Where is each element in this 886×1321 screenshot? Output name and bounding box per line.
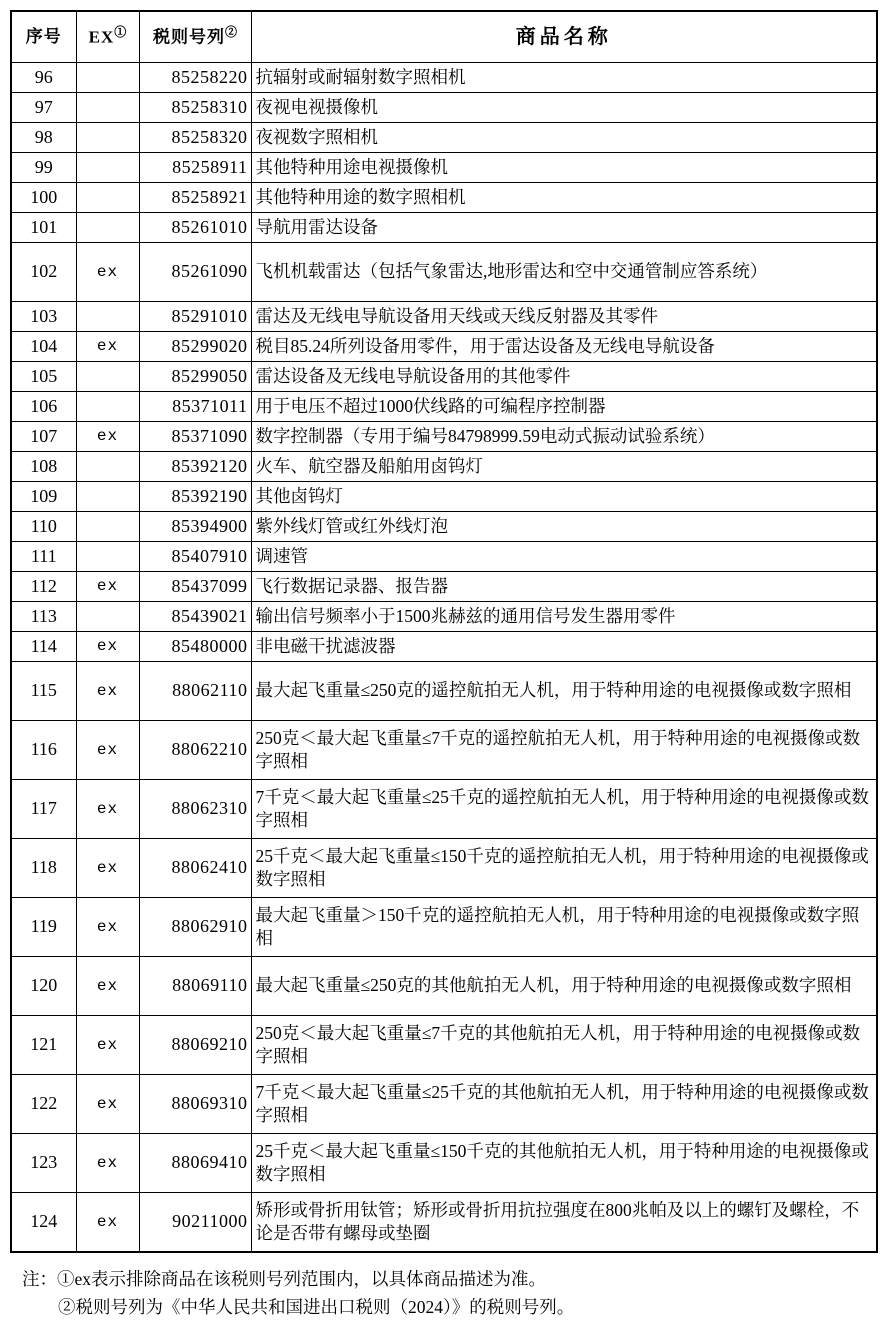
cell-sequence: 116 bbox=[11, 721, 76, 780]
cell-product-name: 税目85.24所列设备用零件，用于雷达设备及无线电导航设备 bbox=[251, 332, 877, 362]
table-row bbox=[11, 662, 877, 721]
cell-ex-flag bbox=[76, 482, 139, 512]
footnote-line-1 bbox=[22, 1265, 876, 1293]
cell-tariff-code: 88062310 bbox=[139, 780, 251, 839]
table-row bbox=[11, 302, 877, 332]
cell-tariff-code: 88069110 bbox=[139, 957, 251, 1016]
cell-tariff-code: 88062210 bbox=[139, 721, 251, 780]
cell-tariff-code: 85392190 bbox=[139, 482, 251, 512]
cell-ex-flag bbox=[76, 452, 139, 482]
footnote-marker-1: ① bbox=[114, 25, 127, 40]
cell-ex-flag: ex bbox=[76, 721, 139, 780]
cell-ex-flag bbox=[76, 153, 139, 183]
table-row bbox=[11, 632, 877, 662]
cell-product-name: 抗辐射或耐辐射数字照相机 bbox=[251, 63, 877, 93]
table-row bbox=[11, 392, 877, 422]
cell-product-name: 25千克＜最大起飞重量≤150千克的遥控航拍无人机，用于特种用途的电视摄像或数字照相 bbox=[251, 839, 877, 898]
cell-ex-flag: ex bbox=[76, 1193, 139, 1253]
cell-tariff-code: 85371011 bbox=[139, 392, 251, 422]
cell-tariff-code: 85258320 bbox=[139, 123, 251, 153]
cell-product-name: 导航用雷达设备 bbox=[251, 213, 877, 243]
cell-tariff-code: 88069210 bbox=[139, 1016, 251, 1075]
cell-tariff-code: 85299020 bbox=[139, 332, 251, 362]
cell-product-name: 其他特种用途的数字照相机 bbox=[251, 183, 877, 213]
cell-product-name: 数字控制器（专用于编号84798999.59电动式振动试验系统） bbox=[251, 422, 877, 452]
cell-sequence: 99 bbox=[11, 153, 76, 183]
cell-ex-flag: ex bbox=[76, 780, 139, 839]
cell-tariff-code: 85407910 bbox=[139, 542, 251, 572]
cell-tariff-code: 85261090 bbox=[139, 243, 251, 302]
footnote-text-1: ①ex表示排除商品在该税则号列范围内，以具体商品描述为准。 bbox=[57, 1269, 547, 1289]
cell-product-name: 飞行数据记录器、报告器 bbox=[251, 572, 877, 602]
cell-ex-flag: ex bbox=[76, 898, 139, 957]
table-body bbox=[11, 63, 877, 1253]
cell-tariff-code: 85261010 bbox=[139, 213, 251, 243]
cell-tariff-code: 85394900 bbox=[139, 512, 251, 542]
table-row bbox=[11, 1193, 877, 1253]
table-row bbox=[11, 482, 877, 512]
cell-product-name: 最大起飞重量＞150千克的遥控航拍无人机，用于特种用途的电视摄像或数字照相 bbox=[251, 898, 877, 957]
cell-ex-flag bbox=[76, 63, 139, 93]
table-row bbox=[11, 243, 877, 302]
cell-sequence: 101 bbox=[11, 213, 76, 243]
table-row bbox=[11, 602, 877, 632]
table-row bbox=[11, 898, 877, 957]
table-row bbox=[11, 362, 877, 392]
cell-sequence: 106 bbox=[11, 392, 76, 422]
cell-product-name: 其他卤钨灯 bbox=[251, 482, 877, 512]
cell-tariff-code: 85371090 bbox=[139, 422, 251, 452]
column-header-sequence bbox=[11, 11, 76, 63]
cell-product-name: 雷达及无线电导航设备用天线或天线反射器及其零件 bbox=[251, 302, 877, 332]
cell-product-name: 夜视数字照相机 bbox=[251, 123, 877, 153]
cell-tariff-code: 88069310 bbox=[139, 1075, 251, 1134]
cell-sequence: 102 bbox=[11, 243, 76, 302]
table-row bbox=[11, 780, 877, 839]
cell-tariff-code: 85291010 bbox=[139, 302, 251, 332]
cell-product-name: 250克＜最大起飞重量≤7千克的遥控航拍无人机，用于特种用途的电视摄像或数字照相 bbox=[251, 721, 877, 780]
cell-sequence: 115 bbox=[11, 662, 76, 721]
table-row bbox=[11, 721, 877, 780]
table-row bbox=[11, 183, 877, 213]
column-header-product-name-label: 商品名称 bbox=[515, 26, 612, 48]
cell-tariff-code: 85437099 bbox=[139, 572, 251, 602]
table-row bbox=[11, 1075, 877, 1134]
cell-product-name: 雷达设备及无线电导航设备用的其他零件 bbox=[251, 362, 877, 392]
cell-ex-flag: ex bbox=[76, 243, 139, 302]
footnotes bbox=[10, 1265, 876, 1321]
table-row bbox=[11, 1016, 877, 1075]
cell-sequence: 109 bbox=[11, 482, 76, 512]
cell-ex-flag: ex bbox=[76, 422, 139, 452]
column-header-tariff-code-label: 税则号列 bbox=[152, 27, 225, 47]
cell-sequence: 112 bbox=[11, 572, 76, 602]
cell-tariff-code: 85258921 bbox=[139, 183, 251, 213]
table-row bbox=[11, 957, 877, 1016]
cell-product-name: 火车、航空器及船舶用卤钨灯 bbox=[251, 452, 877, 482]
cell-ex-flag bbox=[76, 512, 139, 542]
cell-sequence: 104 bbox=[11, 332, 76, 362]
column-header-ex bbox=[76, 11, 139, 63]
cell-tariff-code: 88062910 bbox=[139, 898, 251, 957]
cell-product-name: 其他特种用途电视摄像机 bbox=[251, 153, 877, 183]
cell-ex-flag bbox=[76, 602, 139, 632]
cell-sequence: 123 bbox=[11, 1134, 76, 1193]
cell-ex-flag: ex bbox=[76, 1016, 139, 1075]
cell-sequence: 100 bbox=[11, 183, 76, 213]
cell-tariff-code: 90211000 bbox=[139, 1193, 251, 1253]
table-row bbox=[11, 213, 877, 243]
cell-sequence: 119 bbox=[11, 898, 76, 957]
cell-ex-flag: ex bbox=[76, 662, 139, 721]
table-row bbox=[11, 123, 877, 153]
column-header-tariff-code bbox=[139, 11, 251, 63]
cell-sequence: 108 bbox=[11, 452, 76, 482]
table-row bbox=[11, 63, 877, 93]
cell-sequence: 107 bbox=[11, 422, 76, 452]
cell-sequence: 117 bbox=[11, 780, 76, 839]
cell-ex-flag bbox=[76, 362, 139, 392]
cell-sequence: 121 bbox=[11, 1016, 76, 1075]
column-header-sequence-label: 序号 bbox=[25, 26, 62, 46]
cell-sequence: 97 bbox=[11, 93, 76, 123]
cell-ex-flag bbox=[76, 392, 139, 422]
table-row bbox=[11, 422, 877, 452]
table-row bbox=[11, 512, 877, 542]
cell-product-name: 紫外线灯管或红外线灯泡 bbox=[251, 512, 877, 542]
cell-product-name: 25千克＜最大起飞重量≤150千克的其他航拍无人机，用于特种用途的电视摄像或数字照相 bbox=[251, 1134, 877, 1193]
cell-product-name: 7千克＜最大起飞重量≤25千克的遥控航拍无人机，用于特种用途的电视摄像或数字照相 bbox=[251, 780, 877, 839]
cell-ex-flag: ex bbox=[76, 572, 139, 602]
table-row bbox=[11, 839, 877, 898]
cell-sequence: 120 bbox=[11, 957, 76, 1016]
column-header-ex-label: EX bbox=[88, 27, 115, 47]
cell-tariff-code: 88062410 bbox=[139, 839, 251, 898]
cell-tariff-code: 88062110 bbox=[139, 662, 251, 721]
footnote-marker-2: ② bbox=[224, 25, 237, 40]
cell-tariff-code: 85258310 bbox=[139, 93, 251, 123]
cell-ex-flag: ex bbox=[76, 632, 139, 662]
table-row bbox=[11, 572, 877, 602]
cell-product-name: 最大起飞重量≤250克的遥控航拍无人机，用于特种用途的电视摄像或数字照相 bbox=[251, 662, 877, 721]
footnote-text-2: ②税则号列为《中华人民共和国进出口税则（2024）》的税则号列。 bbox=[58, 1297, 575, 1317]
table-row bbox=[11, 153, 877, 183]
cell-sequence: 111 bbox=[11, 542, 76, 572]
cell-product-name: 7千克＜最大起飞重量≤25千克的其他航拍无人机，用于特种用途的电视摄像或数字照相 bbox=[251, 1075, 877, 1134]
cell-ex-flag bbox=[76, 213, 139, 243]
cell-sequence: 124 bbox=[11, 1193, 76, 1253]
cell-tariff-code: 85392120 bbox=[139, 452, 251, 482]
cell-sequence: 98 bbox=[11, 123, 76, 153]
footnote-line-2 bbox=[22, 1293, 876, 1321]
cell-sequence: 122 bbox=[11, 1075, 76, 1134]
cell-ex-flag bbox=[76, 302, 139, 332]
cell-ex-flag: ex bbox=[76, 332, 139, 362]
column-header-product-name bbox=[251, 11, 877, 63]
cell-product-name: 夜视电视摄像机 bbox=[251, 93, 877, 123]
cell-product-name: 飞机机载雷达（包括气象雷达,地形雷达和空中交通管制应答系统） bbox=[251, 243, 877, 302]
cell-ex-flag bbox=[76, 542, 139, 572]
table-row bbox=[11, 452, 877, 482]
cell-sequence: 118 bbox=[11, 839, 76, 898]
cell-sequence: 103 bbox=[11, 302, 76, 332]
cell-ex-flag: ex bbox=[76, 839, 139, 898]
cell-tariff-code: 85258220 bbox=[139, 63, 251, 93]
cell-sequence: 96 bbox=[11, 63, 76, 93]
cell-tariff-code: 85258911 bbox=[139, 153, 251, 183]
cell-ex-flag: ex bbox=[76, 1075, 139, 1134]
cell-ex-flag: ex bbox=[76, 957, 139, 1016]
cell-product-name: 非电磁干扰滤波器 bbox=[251, 632, 877, 662]
cell-product-name: 矫形或骨折用钛管；矫形或骨折用抗拉强度在800兆帕及以上的螺钉及螺栓，不论是否带有螺母或垫圈 bbox=[251, 1193, 877, 1253]
table-row bbox=[11, 332, 877, 362]
cell-tariff-code: 85480000 bbox=[139, 632, 251, 662]
cell-sequence: 110 bbox=[11, 512, 76, 542]
table-header bbox=[11, 11, 877, 63]
cell-sequence: 105 bbox=[11, 362, 76, 392]
cell-sequence: 113 bbox=[11, 602, 76, 632]
table-row bbox=[11, 1134, 877, 1193]
cell-tariff-code: 85299050 bbox=[139, 362, 251, 392]
footnote-label: 注： bbox=[22, 1269, 57, 1289]
tariff-exclusion-table bbox=[10, 10, 878, 1253]
cell-tariff-code: 88069410 bbox=[139, 1134, 251, 1193]
cell-ex-flag bbox=[76, 183, 139, 213]
cell-sequence: 114 bbox=[11, 632, 76, 662]
cell-product-name: 输出信号频率小于1500兆赫兹的通用信号发生器用零件 bbox=[251, 602, 877, 632]
cell-ex-flag bbox=[76, 123, 139, 153]
table-row bbox=[11, 93, 877, 123]
cell-product-name: 250克＜最大起飞重量≤7千克的其他航拍无人机，用于特种用途的电视摄像或数字照相 bbox=[251, 1016, 877, 1075]
cell-product-name: 最大起飞重量≤250克的其他航拍无人机，用于特种用途的电视摄像或数字照相 bbox=[251, 957, 877, 1016]
cell-product-name: 用于电压不超过1000伏线路的可编程序控制器 bbox=[251, 392, 877, 422]
table-row bbox=[11, 542, 877, 572]
cell-ex-flag: ex bbox=[76, 1134, 139, 1193]
table-header-row bbox=[11, 11, 877, 63]
cell-tariff-code: 85439021 bbox=[139, 602, 251, 632]
cell-product-name: 调速管 bbox=[251, 542, 877, 572]
cell-ex-flag bbox=[76, 93, 139, 123]
